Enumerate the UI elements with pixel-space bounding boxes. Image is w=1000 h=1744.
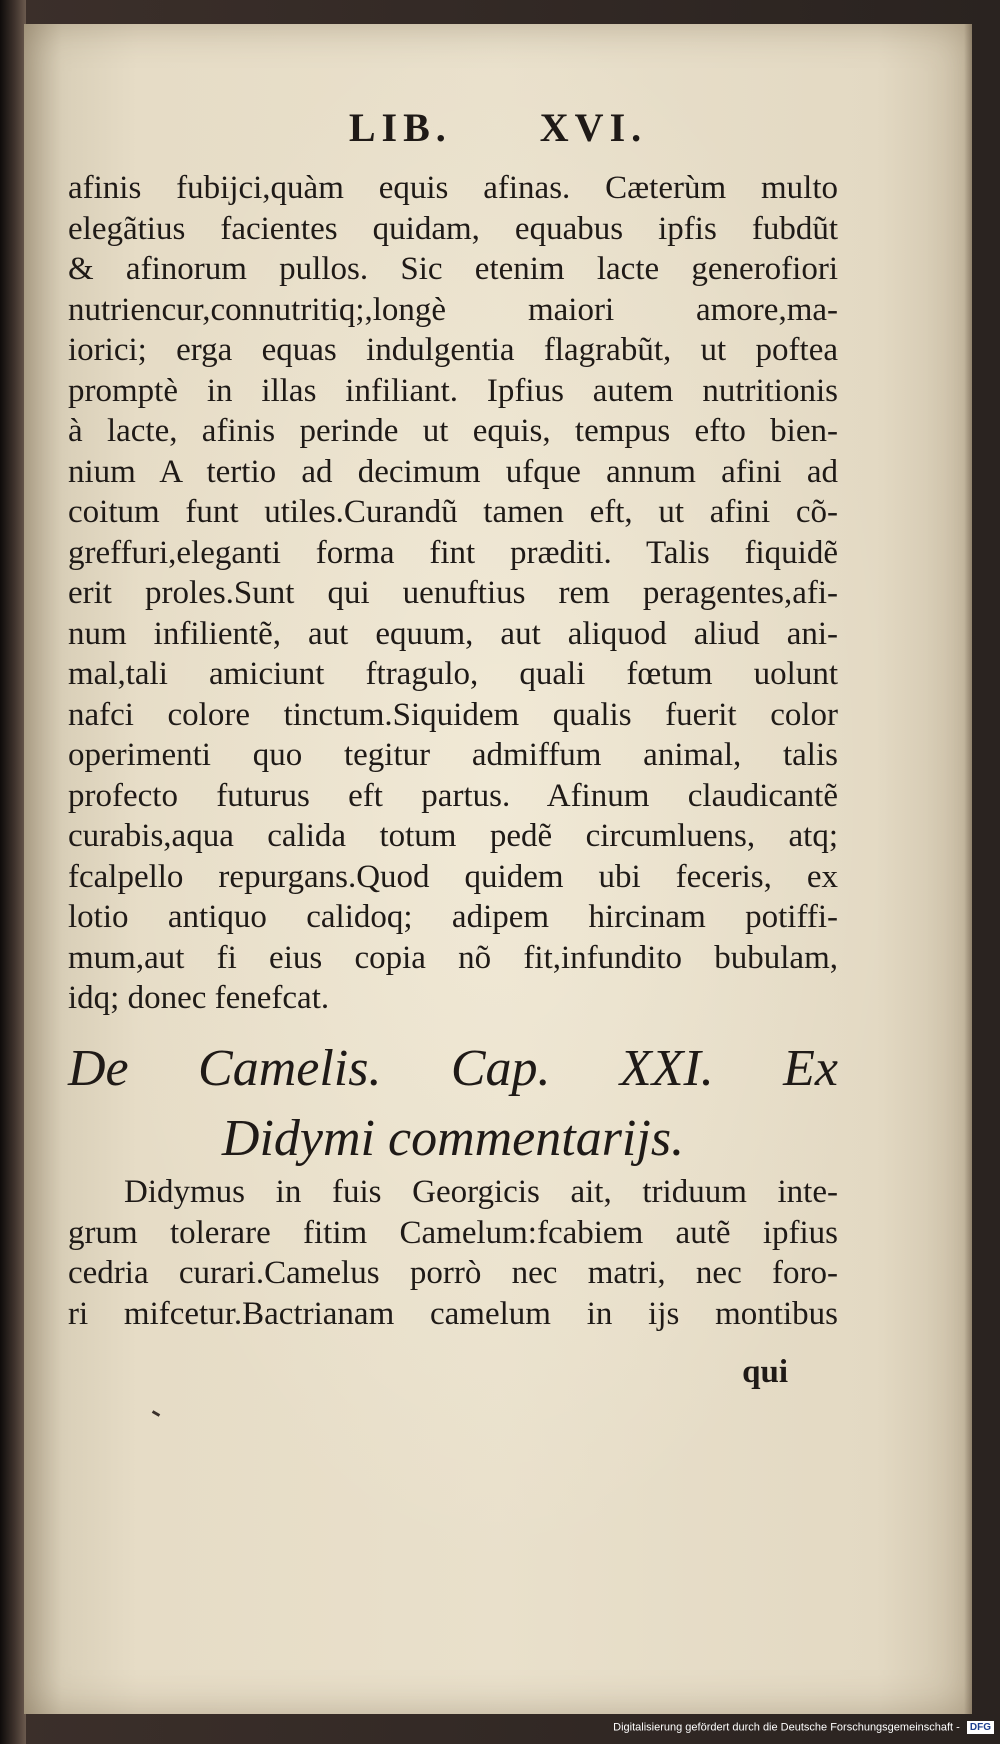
text-line: greffuri,eleganti forma fint præditi. Talis fiquidẽ: [68, 534, 838, 571]
text-line: Didymus in fuis Georgicis ait, triduum inte-: [124, 1174, 838, 1210]
running-head-book: LIB.: [348, 105, 452, 150]
chapter-heading-line: De Camelis. Cap. XXI. Ex: [68, 1040, 838, 1097]
dfg-logo: DFG: [967, 1721, 994, 1734]
text-line: fcalpello repurgans.Quod quidem ubi feceris, ex: [68, 858, 838, 895]
running-head-number: XVI.: [539, 105, 648, 150]
text-line: num infilientẽ, aut equum, aut aliquod aliud ani-: [68, 615, 838, 652]
text-line: mal,tali amiciunt ftragulo, quali fœtum uolunt: [68, 656, 838, 692]
text-line: erit proles.Sunt qui uenuftius rem peragentes,afi-: [68, 575, 838, 611]
catchword: qui: [742, 1354, 788, 1390]
text-line: promptè in illas infiliant. Ipfius autem nutritionis: [68, 372, 838, 409]
credit-text: Digitalisierung gefördert durch die Deutsche Forschungsgemeinschaft -: [613, 1721, 960, 1734]
text-line: operimenti quo tegitur admiffum animal, talis: [68, 737, 838, 773]
running-head: [24, 104, 972, 151]
text-line: mum,aut fi eius copia nõ fit,infundito bubulam,: [68, 939, 838, 976]
text-line: iorici; erga equas indulgentia flagrabũt, ut poftea: [68, 332, 838, 368]
text-line: nium A tertio ad decimum ufque annum afini ad: [68, 453, 838, 490]
book-page: [24, 24, 972, 1714]
ink-speck: [152, 1410, 160, 1417]
text-line: idq; donec fenefcat.: [68, 980, 330, 1016]
chapter-heading: [68, 1034, 838, 1174]
text-line: coitum funt utiles.Curandũ tamen eft, ut afini cõ-: [68, 494, 838, 530]
text-line: elegãtius facientes quidam, equabus ipfis fubdũt: [68, 210, 838, 247]
chapter-heading-line: Didymi commentarijs.: [221, 1110, 685, 1167]
paragraph-camels: [68, 1172, 838, 1334]
text-line: grum tolerare fitim Camelum:fcabiem autẽ ipfius: [68, 1214, 838, 1251]
text-line: cedria curari.Camelus porrò nec matri, nec foro-: [68, 1255, 838, 1291]
text-line: nafci colore tinctum.Siquidem qualis fuerit color: [68, 696, 838, 733]
text-line: à lacte, afinis perinde ut equis, tempus efto bien-: [68, 413, 838, 449]
text-line: ri mifcetur.Bactrianam camelum in ijs montibus: [68, 1295, 838, 1332]
book-spine: [0, 0, 26, 1744]
page-edge-shadow: [964, 24, 972, 1714]
text-line: lotio antiquo calidoq; adipem hircinam potiffi-: [68, 899, 838, 935]
text-line: profecto futurus eft partus. Afinum claudicantẽ: [68, 777, 838, 814]
digitization-credit: [0, 1721, 994, 1734]
text-line: nutriencur,connutritiq;,longè maiori amore,ma-: [68, 291, 838, 328]
text-line: & afinorum pullos. Sic etenim lacte generofiori: [68, 251, 838, 287]
text-line: afinis fubijci,quàm equis afinas. Cæterùm multo: [68, 170, 838, 206]
text-line: curabis,aqua calida totum pedẽ circumluens, atq;: [68, 818, 838, 854]
paragraph-asses: [68, 168, 838, 1019]
